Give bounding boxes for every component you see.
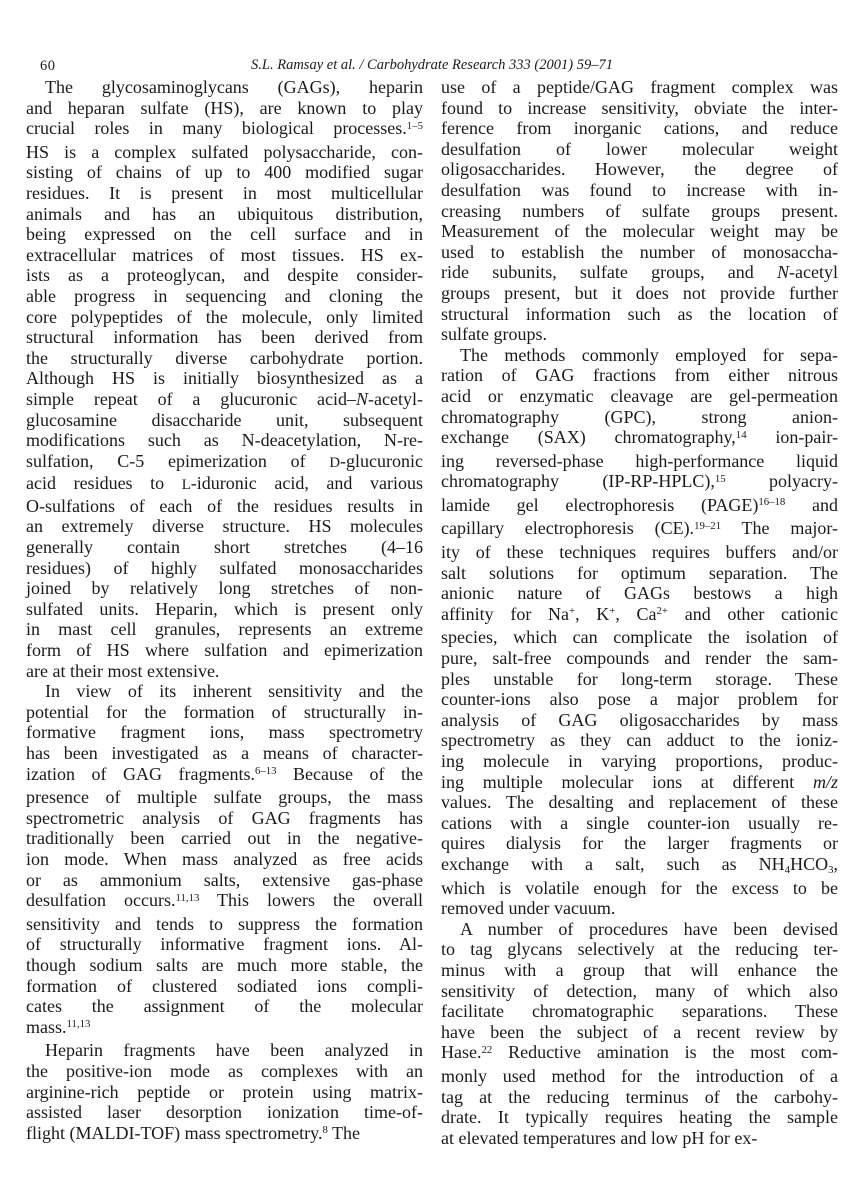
text-line: presence of multiple sulfate groups, the mass (26, 787, 423, 808)
superscript-reference: 15 (714, 472, 726, 485)
text-line: spectrometric analysis of GAG fragments has (26, 807, 423, 828)
text-line: joined by relatively long stretches of non- (26, 578, 423, 599)
text-line: which is volatile enough for the excess to be (441, 877, 838, 898)
text-line: formative fragment ions, mass spectrometry (26, 722, 423, 743)
text-line: salt solutions for optimum separation. The (441, 562, 838, 583)
right-column (441, 77, 838, 1148)
text-line: arginine-rich peptide or protein using matrix- (26, 1081, 423, 1102)
text-line: facilitate chromatographic separations. These (441, 1001, 838, 1022)
superscript-reference: 11,13 (175, 891, 200, 904)
superscript-reference: 6–13 (254, 765, 277, 778)
text-line: used to establish the number of monosaccha- (441, 241, 838, 262)
text-line: ists as a proteoglycan, and despite consider- (26, 265, 423, 286)
text-line: of structurally informative fragment ions. Al- (26, 934, 423, 955)
page-header (26, 57, 838, 75)
superscript-reference: + (609, 605, 616, 618)
styled-text: D (329, 454, 341, 471)
running-head: S.L. Ramsay et al. / Carbohydrate Research 333 (2001) 59–71 (251, 57, 613, 73)
text-line: cations with a single counter-ion usually re- (441, 812, 838, 833)
text-line: ride subunits, sulfate groups, and N-acetyl (441, 262, 838, 283)
subscript: 3 (828, 863, 834, 876)
text-line: monly used method for the introduction of a (441, 1065, 838, 1086)
text-line: form of HS where sulfation and epimerization (26, 640, 423, 661)
text-line: the structurally diverse carbohydrate portion. (26, 347, 423, 368)
styled-text: m/z (812, 771, 838, 792)
text-line: assisted laser desorption ionization time-of- (26, 1102, 423, 1123)
text-line: quires dialysis for the larger fragments or (441, 833, 838, 854)
text-line: Measurement of the molecular weight may be (441, 221, 838, 242)
text-line: traditionally been carried out in the negative- (26, 828, 423, 849)
superscript-reference: 16–18 (758, 496, 786, 509)
text-line: mass.$^{11,13}$ (26, 1016, 91, 1037)
text-line: The methods commonly employed for sepa- (460, 344, 838, 365)
text-line: ing multiple molecular ions at different m/z (441, 771, 838, 792)
text-line: lamide gel electrophoresis (PAGE)$^{16-18}$ and (441, 494, 838, 515)
superscript-reference: 19–21 (694, 520, 722, 533)
text-line: exchange with a salt, such as NH4HCO3, (441, 853, 838, 876)
text-line: are at their most extensive. (26, 660, 220, 681)
text-line: pure, salt-free compounds and render the sam- (441, 648, 838, 669)
text-line: capillary electrophoresis (CE).$^{19-21}$ The major- (441, 518, 838, 539)
superscript-reference: 8 (322, 1124, 328, 1137)
text-line: being expressed on the cell surface and in (26, 224, 423, 245)
superscript-reference: 14 (735, 428, 747, 441)
text-line: groups present, but it does not provide further (441, 282, 838, 303)
text-line: sulfate groups. (441, 324, 547, 345)
text-line: anionic nature of GAGs bestows a high (441, 583, 838, 604)
text-line: values. The desalting and replacement of these (441, 792, 838, 813)
text-line: drate. It typically requires heating the sample (441, 1107, 838, 1128)
text-line: sulfation, C-5 epimerization of D-glucuronic (26, 450, 423, 471)
text-line: core polypeptides of the molecule, only limited (26, 306, 423, 327)
superscript-reference: 11,13 (66, 1018, 91, 1031)
styled-text: N (777, 262, 790, 283)
paragraph (26, 681, 423, 1040)
text-line: analysis of GAG oligosaccharides by mass (441, 709, 838, 730)
text-line: though sodium salts are much more stable, the (26, 954, 423, 975)
text-line: structural information has been derived from (26, 327, 423, 348)
page-number: 60 (40, 58, 56, 74)
text-line: tag at the reducing terminus of the carbohy- (441, 1086, 838, 1107)
text-line: Hase.$^{22}$ Reductive amination is the most com- (441, 1042, 838, 1063)
text-line: desulfation was found to increase with in- (441, 179, 838, 200)
text-line: ion mode. When mass analyzed as free acids (26, 848, 423, 869)
text-line: O-sulfations of each of the residues results in (26, 495, 423, 516)
text-line: or as ammonium salts, extensive gas-phase (26, 869, 423, 890)
text-line: and heparan sulfate (HS), are known to play (26, 97, 423, 118)
text-line: acid or enzymatic cleavage are gel-permeation (441, 385, 838, 406)
text-line: formation of clustered sodiated ions compli- (26, 975, 423, 996)
text-line: generally contain short stretches (4–16 (26, 537, 423, 558)
superscript-reference: 1–5 (406, 119, 423, 132)
text-line: desulfation occurs.$^{11,13}$ This lowers the overall (26, 890, 423, 911)
text-line: sulfated units. Heparin, which is present only (26, 598, 423, 619)
text-line: potential for the formation of structurally in- (26, 701, 423, 722)
text-line: have been the subject of a recent review by (441, 1021, 838, 1042)
text-line: ference from inorganic cations, and reduce (441, 118, 838, 139)
text-line: creasing numbers of sulfate groups present. (441, 200, 838, 221)
text-line: residues) of highly sulfated monosaccharides (26, 557, 423, 578)
text-line: exchange (SAX) chromatography,$^{14}$ ion-pair- (441, 427, 838, 448)
text-line: in mast cell granules, represents an extreme (26, 619, 423, 640)
text-line: HS is a complex sulfated polysaccharide, con- (26, 141, 423, 162)
text-line: The glycosaminoglycans (GAGs), heparin (45, 77, 423, 97)
text-line: able progress in sequencing and cloning the (26, 285, 423, 306)
paragraph (26, 77, 423, 681)
text-line: ization of GAG fragments.$^{6-13}$ Because of the (26, 763, 423, 784)
text-line: residues. It is present in most multicellular (26, 182, 423, 203)
text-line: cates the assignment of the molecular (26, 996, 423, 1017)
text-line: desulfation of lower molecular weight (441, 138, 838, 159)
text-line: to tag glycans selectively at the reducing ter- (441, 939, 838, 960)
text-line: animals and has an ubiquitous distribution, (26, 203, 423, 224)
left-column (26, 77, 423, 1148)
text-line: counter-ions also pose a major problem for (441, 689, 838, 710)
superscript-reference: + (568, 605, 576, 618)
text-line: minus with a group that will enhance the (441, 959, 838, 980)
text-line: chromatography (GPC), strong anion- (441, 406, 838, 427)
superscript-reference: 22 (481, 1043, 493, 1056)
text-line: the positive-ion mode as complexes with an (26, 1060, 423, 1081)
text-line: Heparin fragments have been analyzed in (45, 1040, 423, 1061)
paragraph (441, 77, 838, 345)
text-line: spectrometry as they can adduct to the ioniz- (441, 730, 838, 751)
text-line: at elevated temperatures and low pH for ex- (441, 1127, 758, 1148)
text-line: glucosamine disaccharide unit, subsequent (26, 409, 423, 430)
text-line: structural information such as the location of (441, 303, 838, 324)
styled-text: N (356, 388, 369, 409)
text-line: Although HS is initially biosynthesized as a (26, 368, 423, 389)
text-line: extracellular matrices of most tissues. HS ex- (26, 244, 423, 265)
text-columns (26, 77, 838, 1148)
text-line: species, which can complicate the isolation of (441, 627, 838, 648)
text-line: flight (MALDI-TOF) mass spectrometry.$^8$ The (26, 1122, 361, 1143)
subscript: 4 (784, 863, 791, 876)
superscript-reference: 2+ (656, 605, 669, 618)
paragraph (441, 345, 838, 919)
text-line: affinity for Na+, K+, $Ca^{2+}$ and other cationic (441, 603, 838, 624)
text-line: oligosaccharides. However, the degree of (441, 159, 838, 180)
text-line: ples unstable for long-term storage. These (441, 668, 838, 689)
text-line: chromatography (IP-RP-HPLC),$^{15}$ polyacry- (441, 471, 839, 492)
paragraph (26, 1040, 423, 1146)
text-line: ing molecule in varying proportions, produc- (441, 751, 838, 771)
text-line: sensitivity of detection, many of which also (441, 980, 838, 1001)
text-line: an extremely diverse structure. HS molecules (26, 516, 423, 537)
text-line: crucial roles in many biological processes.$^{1-5}$ (26, 118, 423, 139)
text-line: modifications such as N-deacetylation, N-re- (26, 430, 423, 451)
text-line: has been investigated as a means of character- (26, 743, 423, 763)
text-line: simple repeat of a glucuronic acid–N-acetyl- (26, 388, 423, 409)
paragraph (441, 919, 838, 1149)
text-line: removed under vacuum. (441, 898, 616, 919)
styled-text: L (181, 477, 191, 494)
text-line: A number of procedures have been devised (460, 918, 838, 939)
text-line: acid residues to L-iduronic acid, and various (26, 473, 424, 494)
text-line: In view of its inherent sensitivity and the (45, 681, 423, 702)
text-line: ration of GAG fractions from either nitrous (441, 365, 838, 386)
text-line: use of a peptide/GAG fragment complex was (441, 77, 838, 97)
text-line: sensitivity and tends to suppress the formation (26, 913, 423, 934)
text-line: sisting of chains of up to 400 modified sugar (26, 162, 423, 183)
text-line: ity of these techniques requires buffers and/or (441, 542, 838, 563)
text-line: found to increase sensitivity, obviate the inter- (441, 97, 838, 118)
text-line: ing reversed-phase high-performance liquid (441, 450, 838, 471)
